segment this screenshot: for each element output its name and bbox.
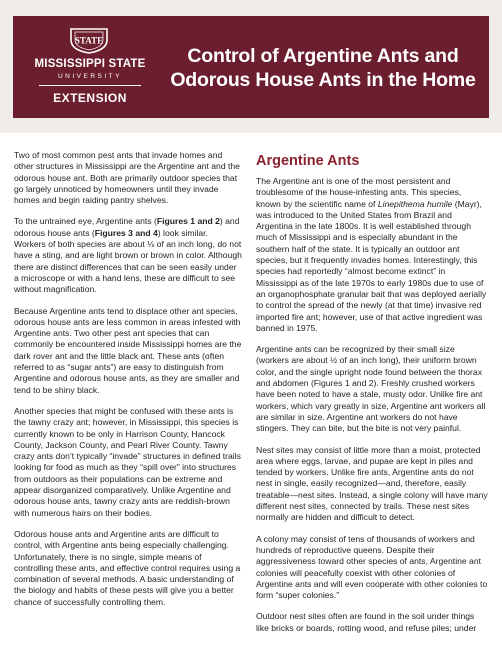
logo-university-name: MISSISSIPPI STATE [34, 58, 146, 70]
tawny-crazy-ant-paragraph: Another species that might be confused with these ants is the tawny crazy ant; however, in Mississippi, this species is currently known to be only in Harrison County, Hancock County, Jackson County, and Pearl River County. Tawny crazy ants don’t typically “invade” structures in defined trails looking for food as much as they “spill over” into structures from outdoors as their populations can be extreme and appear disorganized comparatively. Unlike Argentine and odorous house ants, tawny crazy ants are reddish-brown with numerous hairs on their bodies. [14, 405, 241, 518]
page-title-line1: Control of Argentine Ants and [187, 45, 459, 67]
header-band [0, 0, 502, 133]
msu-extension-logo [30, 28, 150, 110]
nest-sites-paragraph: Nest sites may consist of little more than a moist, protected area where eggs, larvae, and pupae are kept in piles and tended by workers. Unlike fire ants, Argentine ants do not nest in single, easily recognized—and, therefore, easily treatable—nest sites. Instead, a single colony will have many different nest sites, connected by trails. These nest sites normally are hidden and difficult to detect. [256, 444, 488, 523]
text-run: ) and odorous house ants ( [14, 216, 240, 238]
argentine-intro-paragraph [256, 176, 488, 334]
logo-extension: EXTENSION [53, 91, 127, 105]
logo-university-word: UNIVERSITY [57, 73, 122, 80]
recognition-paragraph: Argentine ants can be recognized by their small size (workers are about ½ of an inch long), their uniform brown color, and the single upright node found between the thorax and abdomen (Figures 1 and 2). Freshly crushed workers have been noted to have a stale, musty odor. Unlike fire ant workers, which vary greatly in size, Argentine ant workers all are similar in size. Argentine ant workers do not have stingers. They can bite, but the bite is not very painful. [256, 344, 486, 434]
scientific-name: Linepithema humile [377, 198, 453, 209]
text-run: The Argentine ant is one of the most persistent and troublesome of the house-infesting ants. This species, known by the scientific name of [256, 176, 462, 209]
text-run: ) look similar. Workers of both species are about ⅛ of an inch long, do not have a sting, and are light brown or brown in color. Although there are distinct differences that can be seen easily under a microscope or with a hand lens, these are difficult to see without magnification. [14, 227, 242, 295]
shield-text: STATE [74, 35, 104, 46]
page-title-line2: Odorous House Ants in the Home [170, 69, 476, 91]
control-paragraph: Odorous house ants and Argentine ants are difficult to control, with Argentine ants being especially challenging. Unfortunately, there is no single, simple means of controlling these ants, and effective control requires using a combination of several methods. A basic understanding of the biology and habits of these pests will give you a better chance of successfully controlling them. [14, 528, 241, 607]
left-column [14, 150, 242, 618]
title-banner [13, 16, 489, 118]
page-title [163, 44, 483, 92]
figures-paragraph [14, 216, 242, 295]
section-heading-argentine-ants: Argentine Ants [256, 153, 360, 169]
text-run: (Mayr), was introduced to the United States from Brazil and Argentina in the late 1800s. It is well established through much of Mississippi and is especially abundant in the southern half of the state. It is typically an outdoor ant species, but it frequently invades homes. Interestingly, this species had reportedly “almost become extinct” in Mississippi as of the late 1970s to early 1980s due to use of an organophosphate granular bait that was deployed aerially to control the spread of the newly (at that time) invasive red imported fire ant; however, use of that active ingredient was banned in 1975. [256, 198, 487, 333]
figure-reference: Figures 3 and 4 [94, 227, 158, 238]
text-run: To the untrained eye, Argentine ants ( [14, 216, 157, 227]
right-column [256, 150, 488, 644]
colony-paragraph: A colony may consist of tens of thousands of workers and hundreds of reproductive queens. Despite their aggressiveness toward other species of ants, Argentine ant colonies will peacefully coexist with other colonies of Argentine ants and will even cooperate with other colonies to form “super colonies.” [256, 533, 488, 601]
other-species-paragraph: Because Argentine ants tend to displace other ant species, odorous house ants are less common in areas infested with Argentine ants. Two other pest ant species that can commonly be encountered inside Mississippi homes are the dark rover ant and the little black ant. These ants (often referred to as “sugar ants”) are easy to distinguish from Argentine and odorous house ants, as they are smaller and tend to be shiny black. [14, 305, 242, 395]
figure-reference: Figures 1 and 2 [156, 216, 220, 227]
intro-paragraph: Two of most common pest ants that invade homes and other structures in Mississippi are the Argentine ant and the odorous house ant. Both are primarily outdoor species that go largely unnoticed by homeowners until they invade homes and begin raiding pantry shelves. [14, 150, 240, 206]
state-shield-icon [68, 28, 110, 54]
outdoor-nests-paragraph: Outdoor nest sites often are found in the soil under things like bricks or boards, rotting wood, and refuse piles; under [256, 611, 477, 633]
logo-divider [39, 85, 141, 86]
